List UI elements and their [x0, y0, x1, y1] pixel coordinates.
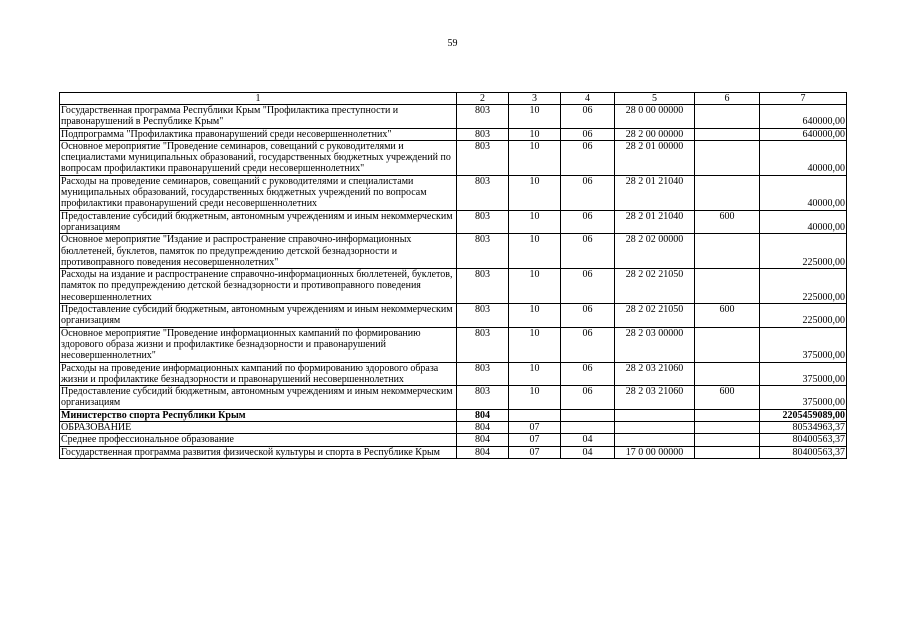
table-row — [60, 327, 847, 362]
expense-type-cell — [695, 140, 760, 175]
target-article-cell: 28 2 03 00000 — [615, 327, 695, 362]
column-header: 3 — [509, 93, 561, 105]
section-code-cell: 10 — [509, 210, 561, 234]
section-code-cell: 07 — [509, 422, 561, 434]
subsection-code-cell: 06 — [561, 140, 615, 175]
amount-cell: 40000,00 — [760, 140, 847, 175]
target-article-cell: 28 2 02 00000 — [615, 234, 695, 269]
section-code-cell: 07 — [509, 446, 561, 458]
table-row — [60, 386, 847, 410]
target-article-cell: 28 2 01 00000 — [615, 140, 695, 175]
expense-type-cell — [695, 434, 760, 446]
section-code-cell: 10 — [509, 269, 561, 304]
row-name-cell: Предоставление субсидий бюджетным, автономным учреждениям и иным некоммерческим организациям — [60, 386, 457, 410]
row-name-cell: Предоставление субсидий бюджетным, автономным учреждениям и иным некоммерческим организациям — [60, 210, 457, 234]
subsection-code-cell: 06 — [561, 210, 615, 234]
row-name-cell: Основное мероприятие "Проведение семинаров, совещаний с руководителями и специалистами муниципальных образований, государственных бюджетных учреждений по вопросам профилактики правонарушений среди несовершеннолетних" — [60, 140, 457, 175]
expense-type-cell: 600 — [695, 386, 760, 410]
subsection-code-cell: 06 — [561, 234, 615, 269]
table-row — [60, 422, 847, 434]
subsection-code-cell: 06 — [561, 175, 615, 210]
expense-type-cell — [695, 409, 760, 421]
amount-cell: 225000,00 — [760, 269, 847, 304]
row-name-cell: Государственная программа Республики Крым "Профилактика преступности и правонарушений в Республике Крым" — [60, 105, 457, 129]
expense-type-cell: 600 — [695, 304, 760, 328]
section-code-cell: 07 — [509, 434, 561, 446]
target-article-cell — [615, 422, 695, 434]
row-name-cell: ОБРАЗОВАНИЕ — [60, 422, 457, 434]
ministry-code-cell: 803 — [457, 210, 509, 234]
ministry-code-cell: 804 — [457, 409, 509, 421]
target-article-cell: 28 2 03 21060 — [615, 362, 695, 386]
target-article-cell: 17 0 00 00000 — [615, 446, 695, 458]
ministry-code-cell: 803 — [457, 175, 509, 210]
table-row — [60, 175, 847, 210]
table-row — [60, 446, 847, 458]
subsection-code-cell: 06 — [561, 105, 615, 129]
ministry-code-cell: 804 — [457, 434, 509, 446]
ministry-code-cell: 803 — [457, 140, 509, 175]
table-row — [60, 362, 847, 386]
target-article-cell: 28 2 02 21050 — [615, 304, 695, 328]
ministry-code-cell: 803 — [457, 269, 509, 304]
amount-cell: 640000,00 — [760, 105, 847, 129]
section-code-cell: 10 — [509, 128, 561, 140]
ministry-code-cell: 804 — [457, 422, 509, 434]
table-header-row — [60, 93, 847, 105]
target-article-cell — [615, 409, 695, 421]
table-row — [60, 128, 847, 140]
subsection-code-cell: 06 — [561, 304, 615, 328]
ministry-code-cell: 803 — [457, 386, 509, 410]
section-code-cell: 10 — [509, 105, 561, 129]
amount-cell: 375000,00 — [760, 386, 847, 410]
expense-type-cell — [695, 446, 760, 458]
section-code-cell: 10 — [509, 234, 561, 269]
expense-type-cell — [695, 327, 760, 362]
table-row — [60, 140, 847, 175]
section-code-cell: 10 — [509, 304, 561, 328]
ministry-code-cell: 804 — [457, 446, 509, 458]
target-article-cell — [615, 434, 695, 446]
budget-table — [59, 92, 847, 459]
table-row — [60, 304, 847, 328]
section-code-cell: 10 — [509, 140, 561, 175]
row-name-cell: Среднее профессиональное образование — [60, 434, 457, 446]
row-name-cell: Предоставление субсидий бюджетным, автономным учреждениям и иным некоммерческим организациям — [60, 304, 457, 328]
table-row — [60, 409, 847, 421]
column-header: 2 — [457, 93, 509, 105]
subsection-code-cell: 06 — [561, 128, 615, 140]
amount-cell: 80534963,37 — [760, 422, 847, 434]
row-name-cell: Расходы на проведение информационных кампаний по формированию здорового образа жизни и профилактике безнадзорности и правонарушений несовершеннолетних — [60, 362, 457, 386]
table-row — [60, 105, 847, 129]
target-article-cell: 28 2 03 21060 — [615, 386, 695, 410]
ministry-code-cell: 803 — [457, 128, 509, 140]
expense-type-cell — [695, 175, 760, 210]
expense-type-cell — [695, 362, 760, 386]
expense-type-cell — [695, 422, 760, 434]
ministry-code-cell: 803 — [457, 362, 509, 386]
target-article-cell: 28 2 00 00000 — [615, 128, 695, 140]
amount-cell: 40000,00 — [760, 175, 847, 210]
subsection-code-cell: 06 — [561, 269, 615, 304]
subsection-code-cell: 06 — [561, 327, 615, 362]
section-code-cell: 10 — [509, 386, 561, 410]
expense-type-cell — [695, 128, 760, 140]
subsection-code-cell — [561, 422, 615, 434]
amount-cell: 375000,00 — [760, 327, 847, 362]
column-header: 6 — [695, 93, 760, 105]
amount-cell: 2205459089,00 — [760, 409, 847, 421]
row-name-cell: Расходы на проведение семинаров, совещаний с руководителями и специалистами муниципальных образований, государственных бюджетных учреждений по вопросам профилактики правонарушений среди несовершеннолетних — [60, 175, 457, 210]
amount-cell: 80400563,37 — [760, 434, 847, 446]
row-name-cell: Расходы на издание и распространение справочно-информационных бюллетеней, буклетов, памяток по предупреждению детской безнадзорности и противоправного поведения несовершеннолетних — [60, 269, 457, 304]
section-code-cell: 10 — [509, 175, 561, 210]
column-header: 1 — [60, 93, 457, 105]
row-name-cell: Подпрограмма "Профилактика правонарушений среди несовершеннолетних" — [60, 128, 457, 140]
section-code-cell: 10 — [509, 327, 561, 362]
row-name-cell: Основное мероприятие "Проведение информационных кампаний по формированию здорового образа жизни и профилактике безнадзорности и правонарушений несовершеннолетних" — [60, 327, 457, 362]
subsection-code-cell: 06 — [561, 386, 615, 410]
target-article-cell: 28 2 01 21040 — [615, 210, 695, 234]
amount-cell: 640000,00 — [760, 128, 847, 140]
column-header: 4 — [561, 93, 615, 105]
table-row — [60, 234, 847, 269]
ministry-code-cell: 803 — [457, 105, 509, 129]
subsection-code-cell: 04 — [561, 434, 615, 446]
column-header: 7 — [760, 93, 847, 105]
expense-type-cell: 600 — [695, 210, 760, 234]
table-row — [60, 269, 847, 304]
target-article-cell: 28 2 02 21050 — [615, 269, 695, 304]
subsection-code-cell — [561, 409, 615, 421]
row-name-cell: Государственная программа развития физической культуры и спорта в Республике Крым — [60, 446, 457, 458]
expense-type-cell — [695, 105, 760, 129]
expense-type-cell — [695, 234, 760, 269]
column-header: 5 — [615, 93, 695, 105]
subsection-code-cell: 06 — [561, 362, 615, 386]
target-article-cell: 28 0 00 00000 — [615, 105, 695, 129]
table-row — [60, 434, 847, 446]
amount-cell: 80400563,37 — [760, 446, 847, 458]
page-number: 59 — [447, 38, 458, 49]
subsection-code-cell: 04 — [561, 446, 615, 458]
amount-cell: 225000,00 — [760, 304, 847, 328]
amount-cell: 40000,00 — [760, 210, 847, 234]
row-name-cell: Министерство спорта Республики Крым — [60, 409, 457, 421]
ministry-code-cell: 803 — [457, 234, 509, 269]
ministry-code-cell: 803 — [457, 304, 509, 328]
ministry-code-cell: 803 — [457, 327, 509, 362]
expense-type-cell — [695, 269, 760, 304]
section-code-cell: 10 — [509, 362, 561, 386]
amount-cell: 375000,00 — [760, 362, 847, 386]
section-code-cell — [509, 409, 561, 421]
table-body — [60, 93, 847, 459]
target-article-cell: 28 2 01 21040 — [615, 175, 695, 210]
table-row — [60, 210, 847, 234]
row-name-cell: Основное мероприятие "Издание и распространение справочно-информационных бюллетеней, буклетов, памяток по предупреждению детской безнадзорности и противоправного поведения несовершеннолетних" — [60, 234, 457, 269]
amount-cell: 225000,00 — [760, 234, 847, 269]
